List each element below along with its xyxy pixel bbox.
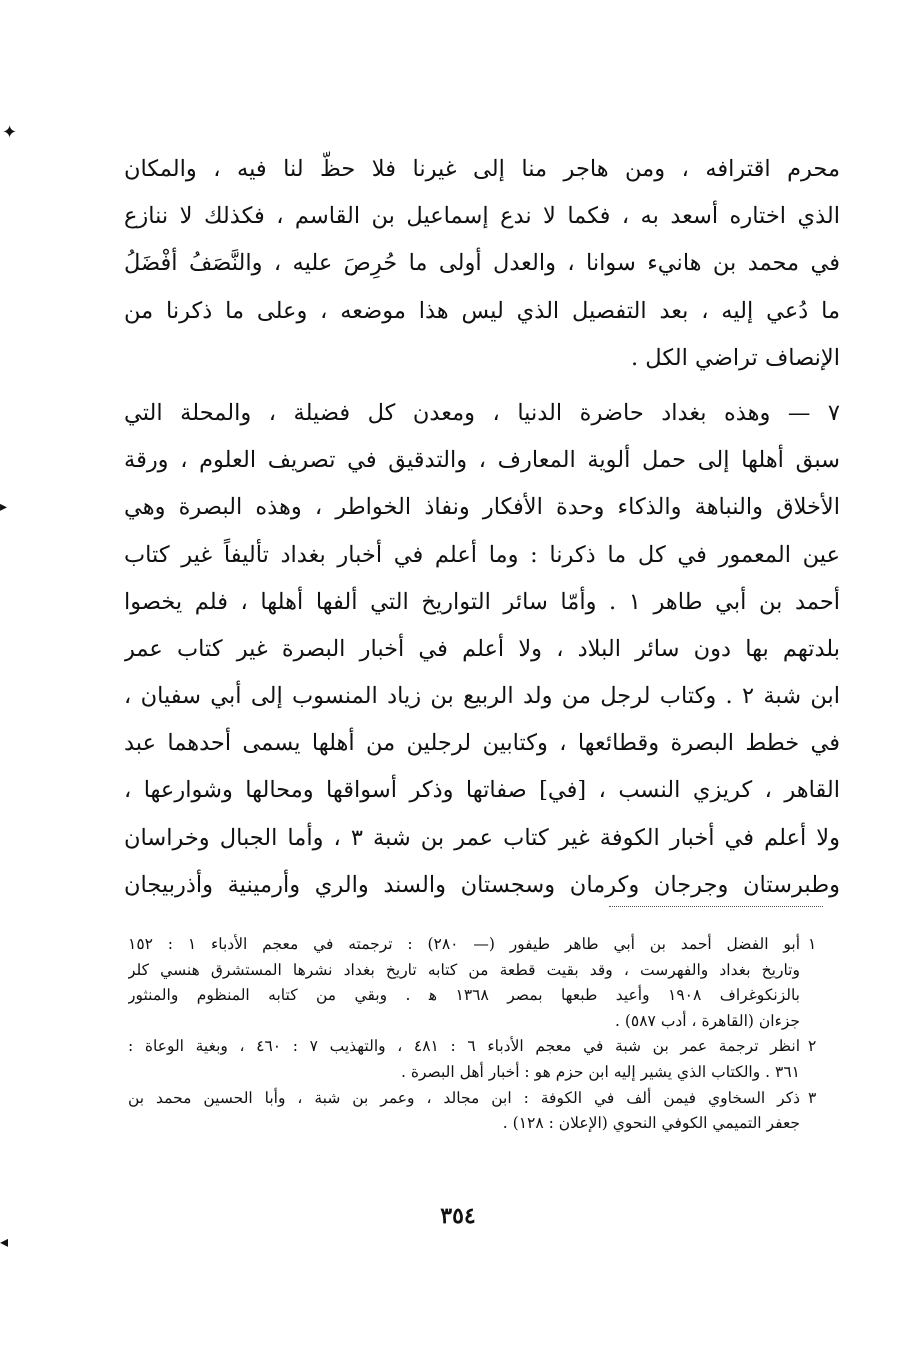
footnote-text: أبو الفضل أحمد بن أبي طاهر طيفور (— ٢٨٠) : ترجمته في معجم الأدباء ١ : ١٥٢ xyxy=(128,935,801,953)
footnote-line: جعفر التميمي الكوفي النحوي (الإعلان : ١٢٨) . xyxy=(502,1114,800,1133)
footnote-line xyxy=(128,1086,826,1112)
footnote-line: جزءان (القاهرة ، أدب ٥٨٧) . xyxy=(615,1011,800,1030)
text-line: الذي اختاره أسعد به ، فكما لا ندع إسماعيل بن القاسم ، فكذلك لا ننازع xyxy=(124,203,840,230)
footnote-line xyxy=(128,932,826,958)
text-line: ٧ — وهذه بغداد حاضرة الدنيا ، ومعدن كل فضيلة ، والمحلة التي xyxy=(124,399,840,426)
main-text-body xyxy=(124,146,840,909)
text-line: وطبرستان وجرجان وكرمان وسجستان والسند والري وأرمينية وأذربيجان xyxy=(124,871,840,898)
page-number: ٣٥٤ xyxy=(440,1203,476,1229)
footnote-line: بالزنكوغراف ١٩٠٨ وأعيد طبعها بمصر ١٣٦٨ ﻫ . وبقي من كتابه المنظوم والمنثور xyxy=(128,986,800,1005)
footnote-text: ذكر السخاوي فيمن ألف في الكوفة : ابن مجالد ، وعمر بن شبة ، وأبا الحسين محمد بن xyxy=(128,1088,800,1107)
footnote-line: ٣٦١ . والكتاب الذي يشير إليه ابن حزم هو : أخبار أهل البصرة . xyxy=(400,1062,800,1081)
margin-mark-top: ✦ xyxy=(2,122,18,143)
text-line: الإنصاف تراضي الكل . xyxy=(630,344,840,371)
text-line: القاهر ، كريزي النسب ، [في] صفاتها وذكر أسواقها ومحالها وشوارعها ، xyxy=(124,777,840,804)
text-line: سبق أهلها إلى حمل ألوية المعارف ، والتدقيق في تصريف العلوم ، ورقة xyxy=(124,447,840,474)
paragraph-1 xyxy=(124,146,840,382)
paragraph-2 xyxy=(124,390,840,909)
text-line: ولا أعلم في أخبار الكوفة غير كتاب عمر بن شبة ٣ ، وأما الجبال وخراسان xyxy=(124,824,840,851)
text-line: في محمد بن هانيء سوانا ، والعدل أولى ما حُرِصَ عليه ، والنَّصَفُ أفْضَلُ xyxy=(124,250,840,277)
paragraph-gap xyxy=(124,382,840,390)
footnote-number: ١ xyxy=(808,935,817,953)
footnote-text: انظر ترجمة عمر بن شبة في معجم الأدباء ٦ : ٤٨١ ، والتهذيب ٧ : ٤٦٠ ، وبغية الوعاة : xyxy=(128,1037,801,1056)
text-line: في خطط البصرة وقطائعها ، وكتابين لرجلين من أهلها يسمى أحدهما عبد xyxy=(124,730,840,757)
text-line: محرم اقترافه ، ومن هاجر منا إلى غيرنا فلا حظّ لنا فيه ، والمكان xyxy=(124,156,840,182)
text-line: ما دُعي إليه ، بعد التفصيل الذي ليس هذا موضعه ، وعلى ما ذكرنا من xyxy=(124,297,840,324)
text-line: عين المعمور في كل ما ذكرنا : وما أعلم في أخبار بغداد تأليفاً غير كتاب xyxy=(124,541,840,568)
footnotes xyxy=(128,932,826,1137)
footnote-number: ٣ xyxy=(808,1088,817,1107)
footnote-2 xyxy=(128,1034,826,1085)
footnote-number: ٢ xyxy=(808,1037,817,1056)
footnote-line: وتاريخ بغداد والفهرست ، وقد بقيت قطعة من كتابه تاريخ بغداد نشرها المستشرق هنسي كلر xyxy=(128,960,800,979)
margin-mark-middle: ▸ xyxy=(0,499,8,515)
margin-mark-bottom: ◂ xyxy=(0,1232,9,1251)
text-line: بلدتهم بها دون سائر البلاد ، ولا أعلم في أخبار البصرة غير كتاب عمر xyxy=(124,635,840,662)
text-line: الأخلاق والنباهة والذكاء وحدة الأفكار ونفاذ الخواطر ، وهذه البصرة وهي xyxy=(124,494,840,521)
text-line: ابن شبة ٢ . وكتاب لرجل من ولد الربيع بن زياد المنسوب إلى أبي سفيان ، xyxy=(124,683,840,710)
footnote-line xyxy=(128,1034,826,1060)
footnote-divider xyxy=(609,906,823,907)
footnote-3 xyxy=(128,1086,826,1137)
footnote-1 xyxy=(128,932,826,1034)
text-line: أحمد بن أبي طاهر ١ . وأمّا سائر التواريخ التي ألفها أهلها ، فلم يخصوا xyxy=(124,588,840,615)
